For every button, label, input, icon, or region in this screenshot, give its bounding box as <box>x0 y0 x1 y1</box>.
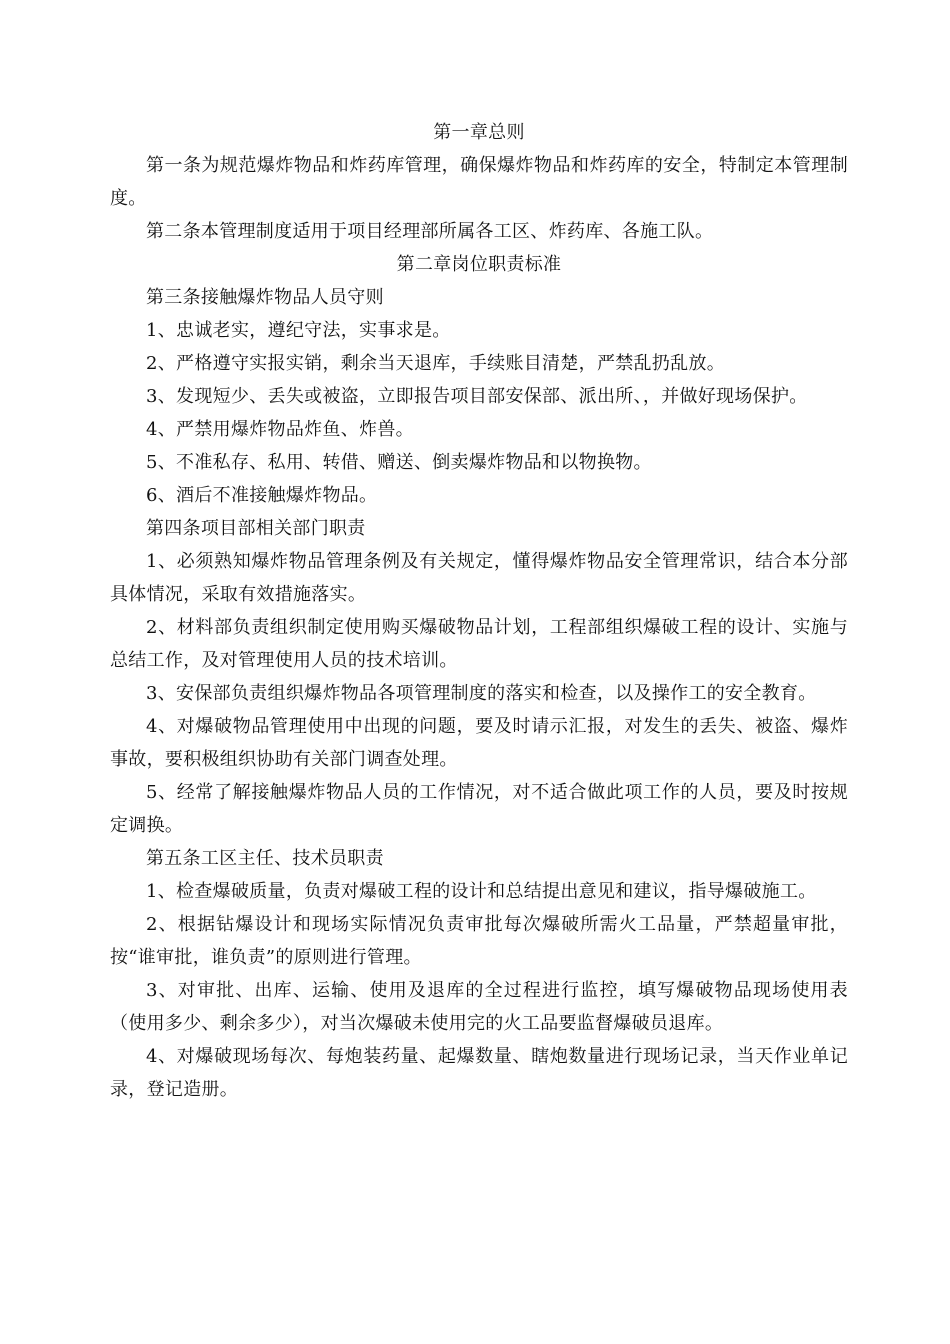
article-5-item-1: 1、检查爆破质量，负责对爆破工程的设计和总结提出意见和建议，指导爆破施工。 <box>146 881 817 902</box>
article-3-item-2: 2、严格遵守实报实销，剩余当天退库，手续账目清楚，严禁乱扔乱放。 <box>146 353 726 374</box>
document-body <box>110 116 848 1106</box>
article-3-title: 第三条接触爆炸物品人员守则 <box>146 287 384 308</box>
chapter-2-title: 第二章岗位职责标准 <box>396 254 562 275</box>
article-3-item-5: 5、不准私存、私用、转借、赠送、倒卖爆炸物品和以物换物。 <box>146 452 652 473</box>
article-4-item-4: 4、对爆破物品管理使用中出现的问题，要及时请示汇报，对发生的丢失、被盗、爆炸事故，要积极组织协助有关部门调查处理。 <box>110 716 848 770</box>
article-2: 第二条本管理制度适用于项目经理部所属各工区、炸药库、各施工队。 <box>146 221 714 242</box>
chapter-1-title: 第一章总则 <box>433 122 525 143</box>
article-3-item-6: 6、酒后不准接触爆炸物品。 <box>146 485 378 506</box>
article-3-item-3: 3、发现短少、丢失或被盗，立即报告项目部安保部、派出所、，并做好现场保护。 <box>146 386 808 407</box>
article-5-item-2: 2、根据钻爆设计和现场实际情况负责审批每次爆破所需火工品量，严禁超量审批，按“谁审批，谁负责”的原则进行管理。 <box>110 914 848 968</box>
article-1: 第一条为规范爆炸物品和炸药库管理，确保爆炸物品和炸药库的安全，特制定本管理制度。 <box>110 155 848 209</box>
article-4-item-5: 5、经常了解接触爆炸物品人员的工作情况，对不适合做此项工作的人员，要及时按规定调换。 <box>110 782 848 836</box>
article-3-item-4: 4、严禁用爆炸物品炸鱼、炸兽。 <box>146 419 414 440</box>
article-3-item-1: 1、忠诚老实，遵纪守法，实事求是。 <box>146 320 451 341</box>
article-5-item-4: 4、对爆破现场每次、每炮装药量、起爆数量、瞎炮数量进行现场记录，当天作业单记录，登记造册。 <box>110 1046 848 1100</box>
article-5-title: 第五条工区主任、技术员职责 <box>146 848 384 869</box>
article-4-title: 第四条项目部相关部门职责 <box>146 518 366 539</box>
article-4-item-1: 1、必须熟知爆炸物品管理条例及有关规定，懂得爆炸物品安全管理常识，结合本分部具体情况，采取有效措施落实。 <box>110 551 848 605</box>
article-5-item-3: 3、对审批、出库、运输、使用及退库的全过程进行监控，填写爆破物品现场使用表（使用多少、剩余多少），对当次爆破未使用完的火工品要监督爆破员退库。 <box>110 980 848 1034</box>
article-4-item-2: 2、材料部负责组织制定使用购买爆破物品计划，工程部组织爆破工程的设计、实施与总结工作，及对管理使用人员的技术培训。 <box>110 617 848 671</box>
article-4-item-3: 3、安保部负责组织爆炸物品各项管理制度的落实和检查，以及操作工的安全教育。 <box>146 683 817 704</box>
